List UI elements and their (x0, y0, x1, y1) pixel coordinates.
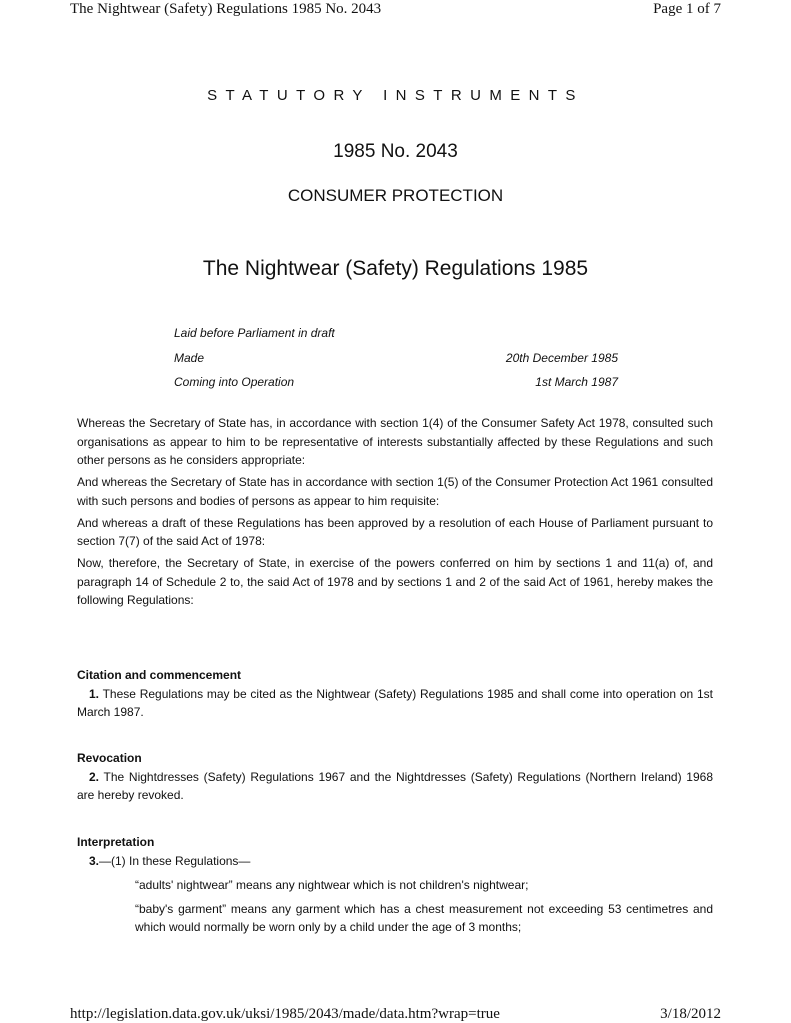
date-label: Made (174, 350, 205, 365)
date-label: Coming into Operation (174, 375, 295, 389)
section-heading: Interpretation (77, 835, 155, 849)
series-heading: STATUTORY INSTRUMENTS (207, 87, 584, 104)
section-body: These Regulations may be cited as the Nightwear (Safety) Regulations 1985 and shall come into operation on 1st March 1987. (77, 686, 713, 719)
date-label: Laid before Parliament in draft (174, 326, 335, 340)
dates-block (174, 326, 618, 400)
preamble-paragraph: Now, therefore, the Secretary of State, in exercise of the powers conferred on him by sections 1 and 11(a) of, and paragraph 14 of Schedule 2 to, the said Act of 1978 and by sections 1 and 2 of the said Act of 1961, hereby makes the following Regulations: (77, 556, 713, 607)
date-value: 1st March 1987 (535, 375, 618, 389)
section-number: 1. (89, 686, 100, 701)
date-row (174, 326, 618, 351)
section-body: The Nightdresses (Safety) Regulations 1967 and the Nightdresses (Safety) Regulations (Northern Ireland) 1968 are hereby revoked. (77, 769, 713, 802)
section-heading: Revocation (77, 751, 142, 765)
definition: “adults' nightwear” means any nightwear which is not children's nightwear; (135, 878, 529, 892)
preamble (77, 414, 713, 613)
print-header-page-number: Page 1 of 7 (653, 1, 721, 17)
section-number: 3. (89, 853, 100, 868)
subject-heading: CONSUMER PROTECTION (287, 186, 504, 205)
print-footer-date: 3/18/2012 (660, 1006, 721, 1022)
print-footer-url: http://legislation.data.gov.uk/uksi/1985/2043/made/data.htm?wrap=true (70, 1006, 500, 1022)
preamble-paragraph: And whereas the Secretary of State has in accordance with section 1(5) of the Consumer Protection Act 1961 consulted with such persons and bodies of persons as appear to him requisite: (77, 475, 713, 508)
definition: “baby's garment” means any garment which has a chest measurement not exceeding 53 centimetres and which would normally be worn only by a child under the age of 3 months; (135, 901, 713, 934)
date-row (174, 375, 618, 400)
preamble-paragraph: And whereas a draft of these Regulations has been approved by a resolution of each House of Parliament pursuant to section 7(7) of the said Act of 1978: (77, 515, 713, 548)
date-value: 20th December 1985 (505, 350, 618, 365)
section-3 (77, 833, 713, 942)
section-text (77, 685, 713, 722)
section-heading: Citation and commencement (77, 668, 242, 682)
section-text (77, 768, 713, 805)
section-text (77, 852, 713, 871)
print-header-title: The Nightwear (Safety) Regulations 1985 No. 2043 (70, 1, 382, 17)
document-title: The Nightwear (Safety) Regulations 1985 (202, 257, 589, 280)
instrument-number: 1985 No. 2043 (333, 141, 458, 162)
section-2 (77, 749, 713, 808)
date-row (174, 351, 618, 376)
section-body: —(1) In these Regulations— (99, 853, 251, 868)
section-1 (77, 666, 713, 725)
preamble-paragraph: Whereas the Secretary of State has, in accordance with section 1(4) of the Consumer Safety Act 1978, consulted such organisations as appear to him to be representative of interests substantially affected by these Regulations and such other persons as he considers appropriate: (77, 416, 713, 467)
section-number: 2. (89, 769, 100, 784)
